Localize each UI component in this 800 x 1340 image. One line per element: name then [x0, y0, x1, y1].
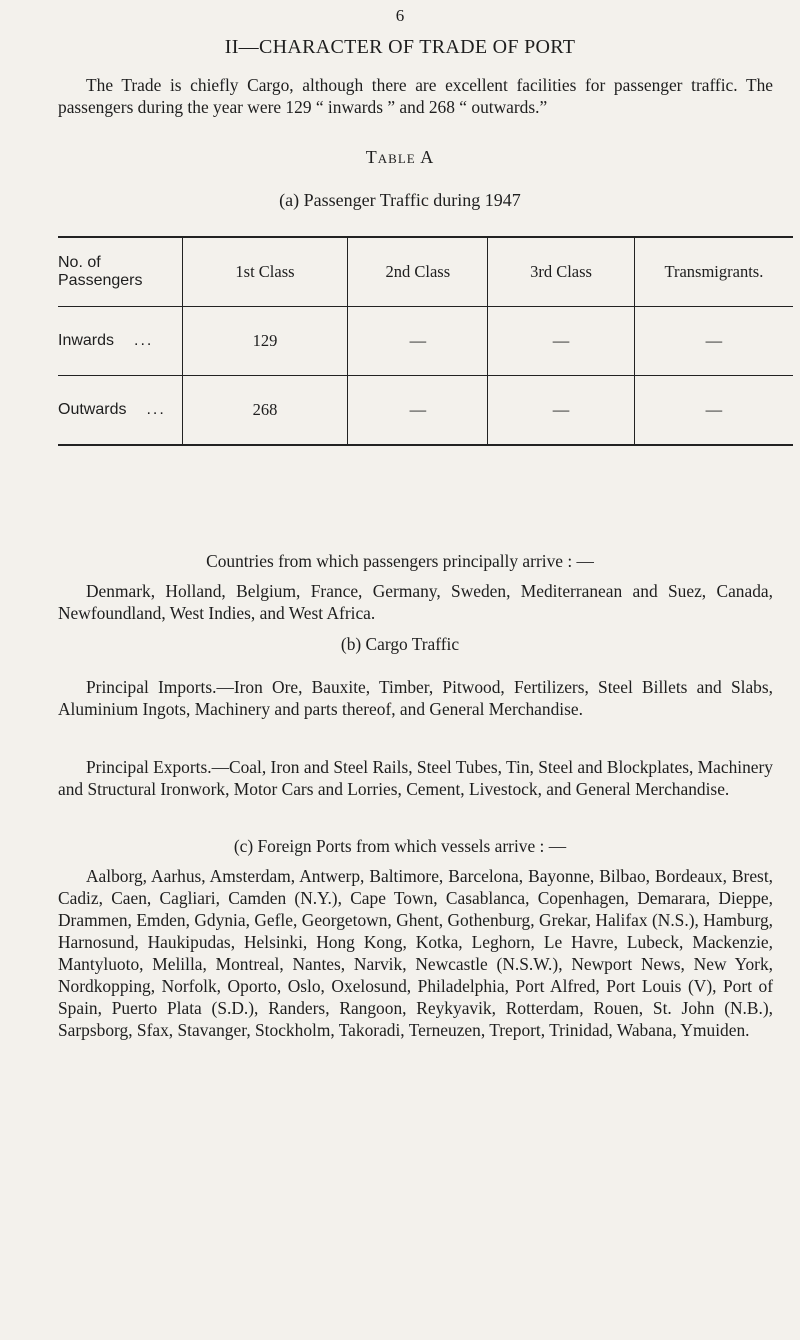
header-transmigrants: Transmigrants. — [634, 237, 793, 307]
row-label: Outwards — [58, 401, 127, 418]
table-cell: — — [634, 307, 793, 376]
table-cell: — — [488, 307, 635, 376]
header-3rd-class: 3rd Class — [488, 237, 635, 307]
exports-paragraph: Principal Exports.—Coal, Iron and Steel Rails, Steel Tubes, Tin, Steel and Blockplates, Machinery and Structural Ironwork, Motor Cars and Lorries, Cement, Livestock, and General Merchandise. — [58, 757, 773, 799]
foreign-ports-paragraph: Aalborg, Aarhus, Amsterdam, Antwerp, Baltimore, Barcelona, Bayonne, Bilbao, Bordeaux, Brest, Cadiz, Caen, Cagliari, Camden (N.Y.), Cape Town, Casablanca, Copenhagen, Demarara, Dieppe, Drammen, Emden, Gdynia, Gefle, Georgetown, Ghent, Gothenburg, Grekar, Halifax (N.S.), Hamburg, Harnosund, Haukipudas, Helsinki, Hong Kong, Kotka, Leghorn, Le Havre, Lubeck, Mackenzie, Mantyluoto, Melilla, Montreal, Nantes, Narvik, Newcastle (N.S.W.), Newport News, New York, Nordkopping, Norfolk, Oporto, Oslo, Oxelosund, Philadelphia, Port Alfred, Port Louis (V), Port of Spain, Puerto Plata (S.D.), Randers, Rangoon, Reykyavik, Rotterdam, Rouen, St. John (N.B.), Sarpsborg, Sfax, Stavanger, Stockholm, Takoradi, Terneuzen, Treport, Trinidad, Wabana, Ymuiden. — [58, 866, 773, 1040]
header-no-of-passengers: No. of Passengers — [58, 254, 143, 289]
row-label-cell — [58, 307, 182, 376]
countries-paragraph: Denmark, Holland, Belgium, France, Germany, Sweden, Mediterranean and Suez, Canada, Newfoundland, West Indies, and West Africa. — [58, 581, 773, 623]
row-label: Inwards — [58, 332, 115, 349]
leader-dots: ... — [134, 332, 154, 349]
table-cell: — — [348, 307, 488, 376]
leader-dots: ... — [146, 401, 166, 418]
table-row — [58, 376, 793, 446]
intro-paragraph: The Trade is chiefly Cargo, although there are excellent facilities for passenger traffic. The passengers during the year were 129 “ inwards ” and 268 “ outwards.” — [58, 75, 773, 117]
countries-intro: Countries from which passengers principally arrive : — — [206, 551, 594, 571]
table-cell: — — [488, 376, 635, 446]
imports-paragraph: Principal Imports.—Iron Ore, Bauxite, Timber, Pitwood, Fertilizers, Steel Billets and Slabs, Aluminium Ingots, Machinery and parts thereof, and General Merchandise. — [58, 677, 773, 719]
table-cell: — — [348, 376, 488, 446]
table-row — [58, 307, 793, 376]
table-label: Table A — [365, 147, 435, 167]
cargo-traffic-heading: (b) Cargo Traffic — [340, 634, 460, 654]
section-title: II—CHARACTER OF TRADE OF PORT — [224, 36, 576, 58]
foreign-ports-heading: (c) Foreign Ports from which vessels arrive : — — [233, 836, 567, 856]
table-header-row — [58, 237, 793, 307]
header-1st-class: 1st Class — [182, 237, 348, 307]
header-2nd-class: 2nd Class — [348, 237, 488, 307]
table-cell: — — [634, 376, 793, 446]
table-cell: 268 — [182, 376, 348, 446]
passenger-traffic-table — [58, 236, 793, 446]
row-label-cell — [58, 376, 182, 446]
table-cell: 129 — [182, 307, 348, 376]
page-number: 6 — [395, 6, 405, 25]
table-caption: (a) Passenger Traffic during 1947 — [279, 190, 521, 210]
